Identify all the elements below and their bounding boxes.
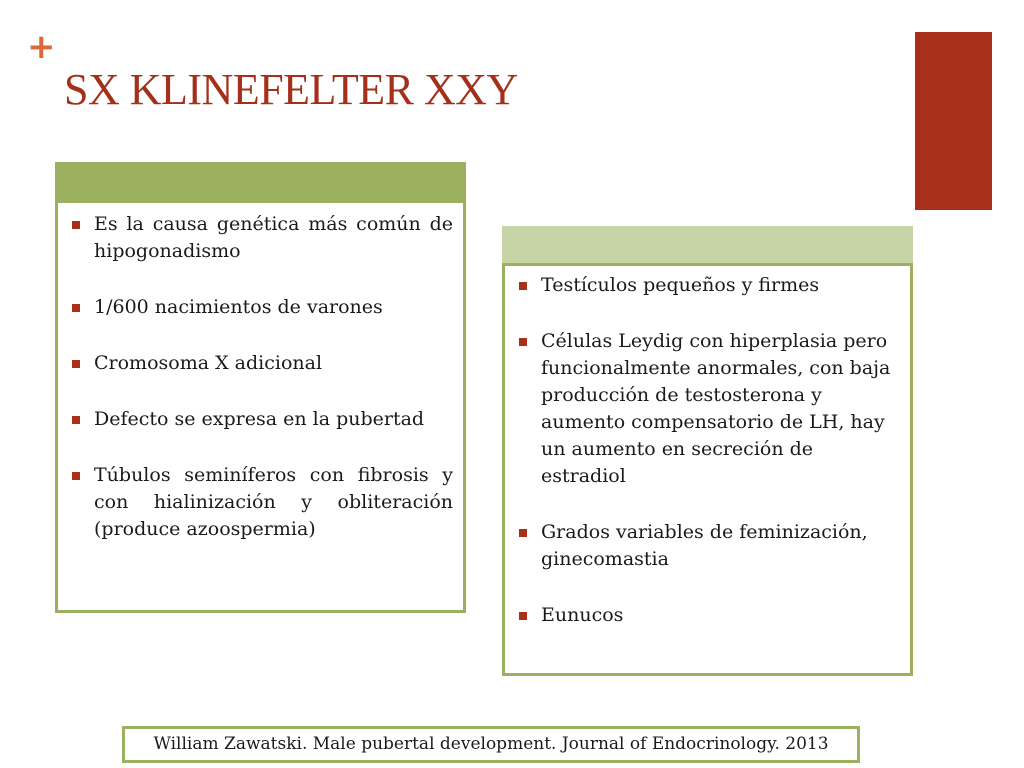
list-item-text: Grados variables de feminización, ginecomastia	[541, 521, 868, 570]
list-item	[519, 272, 900, 299]
square-bullet-icon	[72, 304, 80, 312]
right-panel-header	[502, 226, 913, 263]
right-panel	[502, 263, 913, 676]
accent-block	[915, 32, 992, 210]
square-bullet-icon	[519, 529, 527, 537]
square-bullet-icon	[72, 221, 80, 229]
list-item	[519, 328, 900, 490]
square-bullet-icon	[519, 282, 527, 290]
list-item	[72, 211, 453, 265]
right-bullet-list	[519, 272, 900, 629]
list-item-text: Testículos pequeños y firmes	[541, 274, 820, 296]
citation-box: William Zawatski. Male pubertal development. Journal of Endocrinology. 2013	[122, 726, 860, 763]
list-item	[72, 350, 453, 377]
square-bullet-icon	[519, 338, 527, 346]
plus-icon: +	[27, 27, 56, 67]
square-bullet-icon	[72, 360, 80, 368]
list-item-text: 1/600 nacimientos de varones	[94, 296, 383, 318]
left-panel	[55, 200, 466, 613]
left-panel-header	[55, 162, 466, 200]
list-item-text: Células Leydig con hiperplasia pero funcionalmente anormales, con baja producción de testosterona y aumento compensatorio de LH, hay un aumento en secreción de estradiol	[541, 330, 891, 487]
list-item	[72, 294, 453, 321]
list-item-text: Eunucos	[541, 604, 624, 626]
list-item	[519, 602, 900, 629]
left-bullet-list	[72, 211, 453, 543]
list-item	[72, 462, 453, 543]
square-bullet-icon	[72, 472, 80, 480]
list-item-text: Defecto se expresa en la pubertad	[94, 408, 425, 430]
list-item-text: Es la causa genética más común de hipogonadismo	[94, 213, 453, 262]
list-item	[519, 519, 900, 573]
list-item-text: Túbulos seminíferos con fibrosis y con hialinización y obliteración (produce azoospermia)	[94, 464, 453, 540]
square-bullet-icon	[519, 612, 527, 620]
list-item	[72, 406, 453, 433]
square-bullet-icon	[72, 416, 80, 424]
list-item-text: Cromosoma X adicional	[94, 352, 323, 374]
slide-title: SX KLINEFELTER XXY	[64, 65, 518, 114]
